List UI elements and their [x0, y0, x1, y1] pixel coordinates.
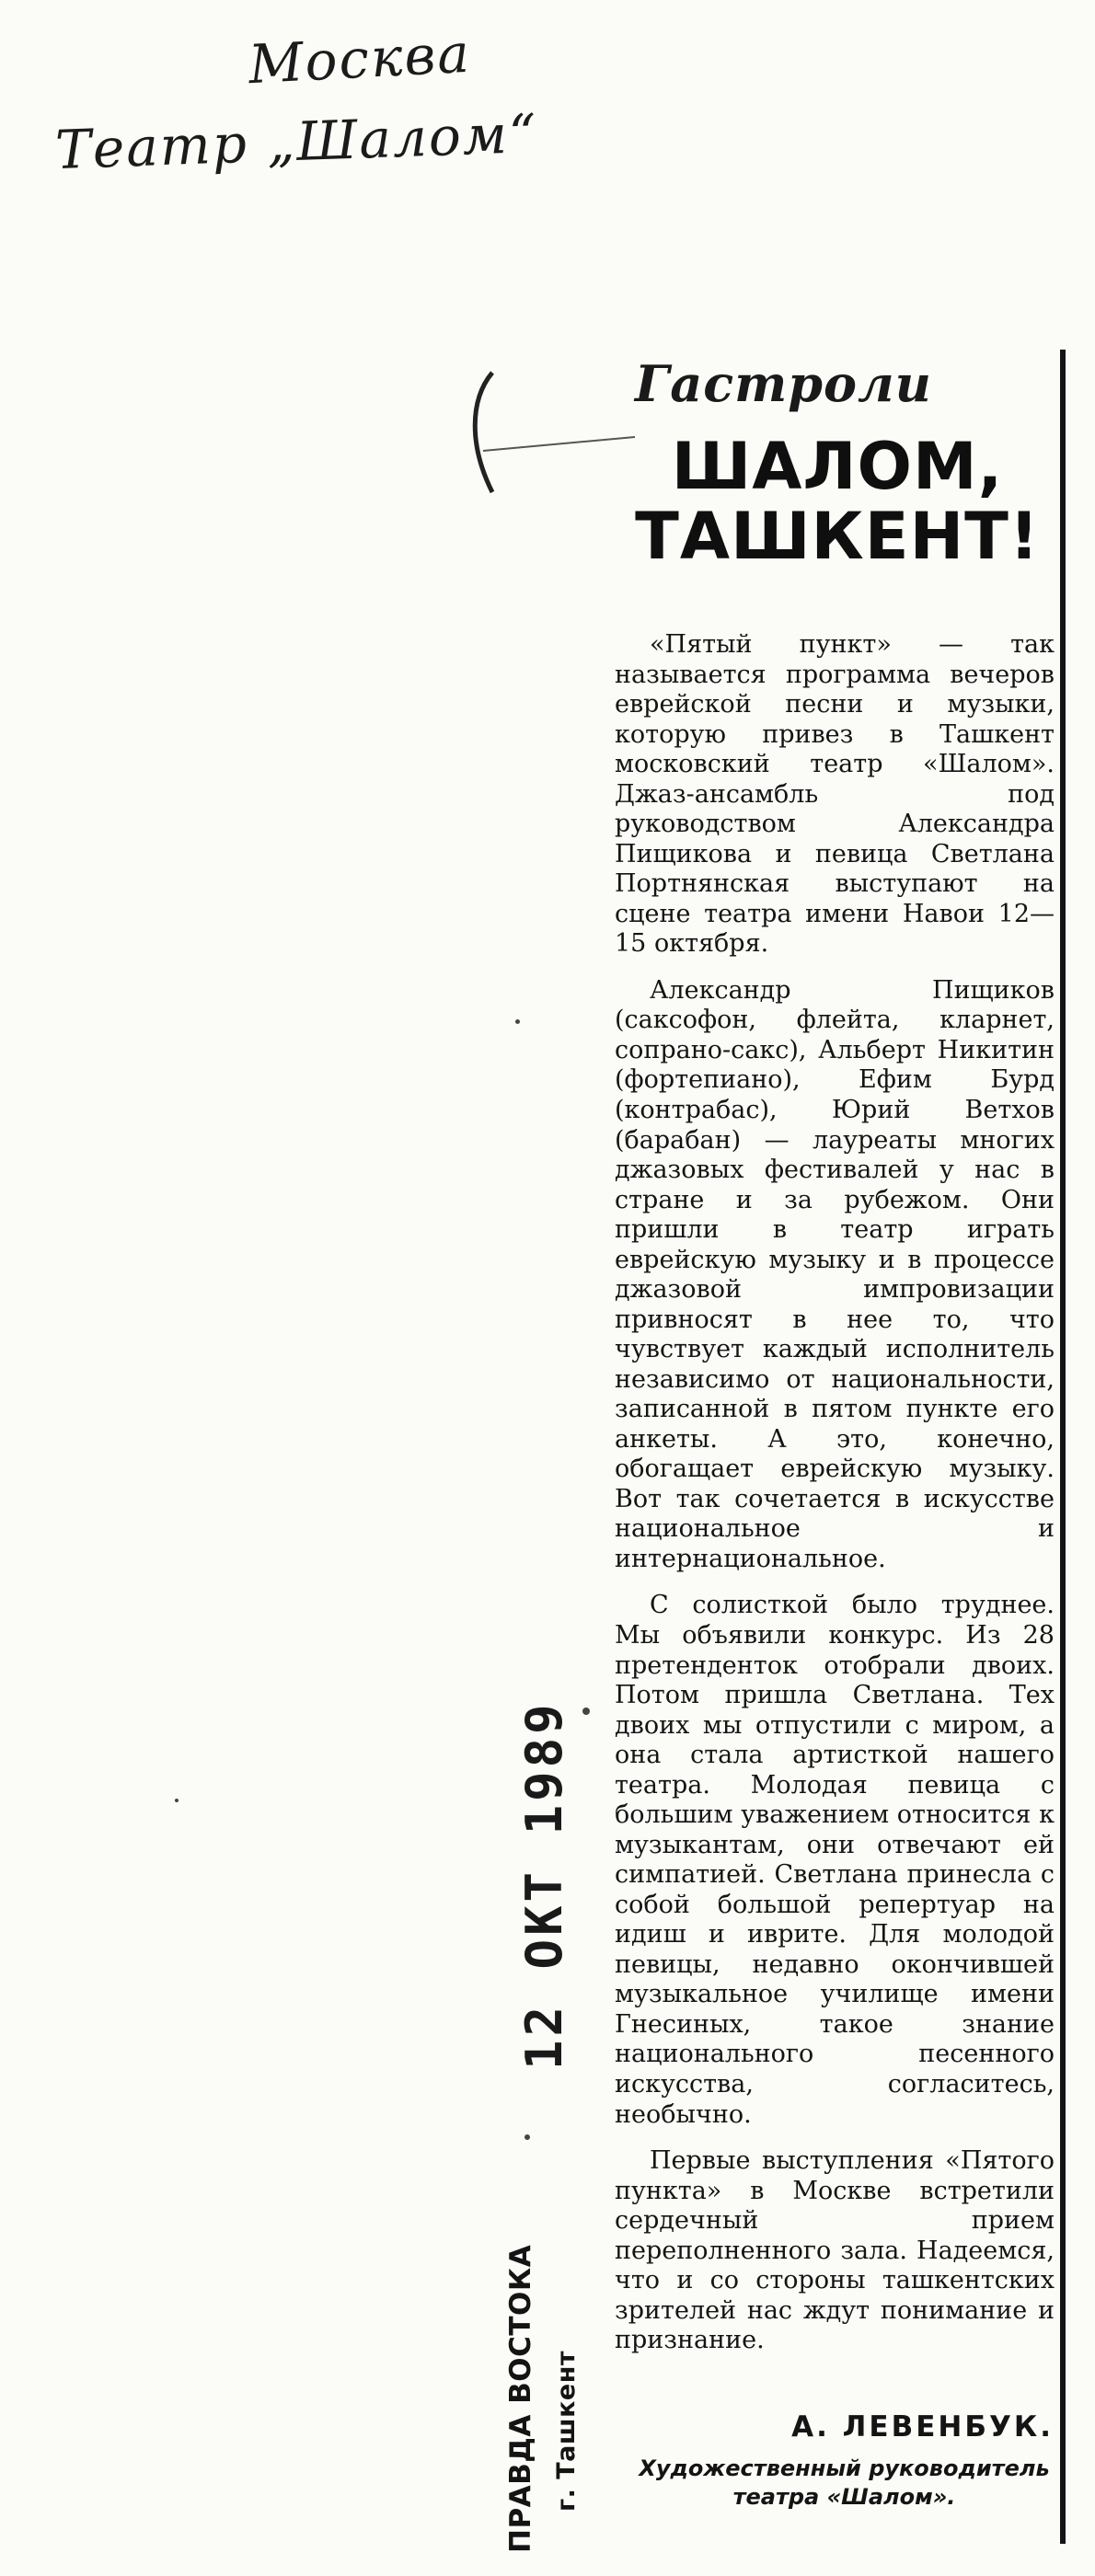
article-body — [615, 630, 1055, 2373]
newspaper-city-stamp: г. Ташкент — [552, 2350, 581, 2512]
article-paragraph: С солисткой было труднее. Мы объявили конкурс. Из 28 претенденток отобрали двоих. Потом пришла Светлана. Тех двоих мы отпустили с миром, а она стала артисткой нашего театра. Молодая певица с большим уважением относится к музыкантам, они отвечают ей симпатией. Светлана принесла с собой большой репертуар на идиш и иврите. Для молодой певицы, недавно окончившей музыкальное училище имени Гнесиных, такое знание национального песенного искусства, согласитесь, необычно. — [615, 1591, 1055, 2129]
newspaper-name-stamp: ПРАВДА ВОСТОКА — [504, 2244, 537, 2553]
article-rubric: Гастроли — [635, 354, 932, 413]
clipping-bracket-mark — [465, 363, 640, 501]
headline-line-2: ТАШКЕНТ! — [635, 498, 1040, 574]
article-paragraph: «Пятый пункт» — так называется программа вечеров еврейской песни и музыки, которую привез в Ташкент московский театр «Шалом». Джаз-ансамбль под руководством Александра Пищикова и певица Светлана Портнянская выступают на сцене театра имени Навои 12—15 октября. — [615, 630, 1055, 959]
article-author: А. ЛЕВЕНБУК. — [791, 2410, 1054, 2444]
handwritten-city: Москва — [247, 21, 473, 97]
article-paragraph: Первые выступления «Пятого пункта» в Москве встретили сердечный прием переполненного зала. Надеемся, что и со стороны ташкентских зрителей нас ждут понимание и признание. — [615, 2146, 1055, 2355]
print-speck — [515, 1019, 520, 1024]
handwritten-theatre: Театр „Шалом“ — [53, 101, 539, 182]
print-speck — [524, 2134, 530, 2140]
article-headline — [635, 429, 1040, 574]
print-speck — [175, 1799, 179, 1802]
article-paragraph: Александр Пищиков (саксофон, флейта, кларнет, сопрано-сакс), Альберт Никитин (фортепиано), Ефим Бурд (контрабас), Юрий Ветхов (барабан) — лауреаты многих джазовых фестивалей у нас в стране и за рубежом. Они пришли в театр играть еврейскую музыку и в процессе джазовой импровизации привносят в нее то, что чувствует каждый исполнитель независимо от национальности, записанной в пятом пункте его анкеты. А это, конечно, обогащает еврейскую музыку. Вот так сочетается в искусстве национальное и интернациональное. — [615, 975, 1055, 1573]
print-speck — [582, 1708, 590, 1715]
article-author-role: Художественный руководитель театра «Шалом». — [639, 2455, 1050, 2511]
clipping-edge-rule — [1060, 350, 1066, 2544]
headline-line-1: ШАЛОМ, — [671, 429, 1004, 504]
date-stamp: 12 ОКТ 1989 — [515, 1700, 573, 2070]
